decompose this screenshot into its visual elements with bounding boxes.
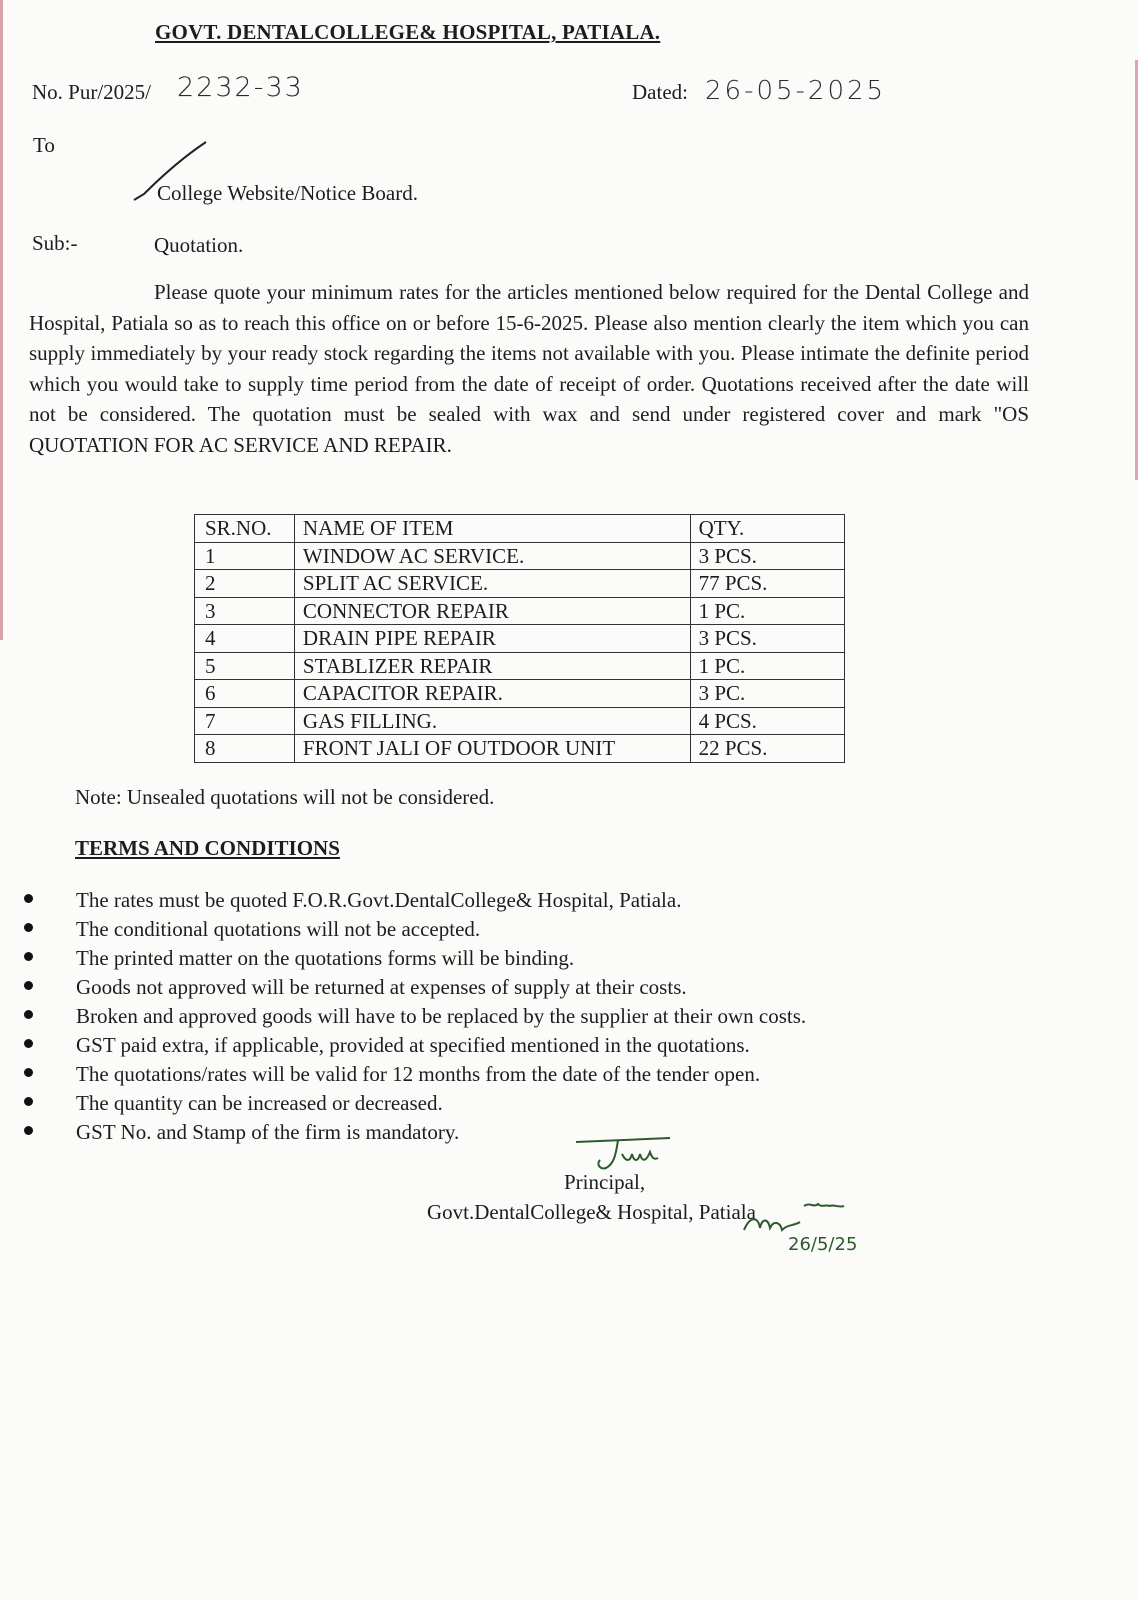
cell-sr: 3: [195, 597, 295, 625]
table-row: [195, 735, 845, 763]
bullet-icon: [24, 1097, 33, 1106]
bullet-icon: [24, 1126, 33, 1135]
principal-designation: Principal,: [564, 1170, 646, 1194]
table-row: [195, 680, 845, 708]
cell-item: CONNECTOR REPAIR: [294, 597, 690, 625]
initials-date: 26/5/25: [788, 1234, 858, 1255]
cell-qty: 1 PC.: [690, 652, 844, 680]
table-row: [195, 597, 845, 625]
reference-number-handwritten: 2232-33: [177, 72, 304, 103]
bullet-icon: [24, 1068, 33, 1077]
list-item: The quotations/rates will be valid for 12 months from the date of the tender open.: [0, 1062, 1138, 1091]
terms-heading: TERMS AND CONDITIONS: [75, 836, 340, 860]
page-edge-left: [0, 0, 3, 640]
cell-item: SPLIT AC SERVICE.: [294, 570, 690, 598]
list-item: Broken and approved goods will have to be replaced by the supplier at their own costs.: [0, 1004, 1138, 1033]
list-item: Goods not approved will be returned at expenses of supply at their costs.: [0, 975, 1138, 1004]
cell-sr: 7: [195, 707, 295, 735]
items-table: [194, 514, 845, 763]
initials-signature-icon: [740, 1200, 890, 1260]
list-item: GST paid extra, if applicable, provided at specified mentioned in the quotations.: [0, 1033, 1138, 1062]
signature-organization: Govt.DentalCollege& Hospital, Patiala: [427, 1200, 756, 1224]
table-row: [195, 707, 845, 735]
cell-sr: 1: [195, 542, 295, 570]
cell-qty: 3 PC.: [690, 680, 844, 708]
cell-item: CAPACITOR REPAIR.: [294, 680, 690, 708]
header-qty: QTY.: [690, 515, 844, 543]
body-paragraph: Please quote your minimum rates for the articles mentioned below required for the Dental College and Hospital, Patiala so as to reach this office on or before 15-6-2025. Please also mention clearly the item which you can supply immediately by your ready stock regarding the items not available with you. Please intimate the definite period which you would take to supply time period from the date of receipt of order. Quotations received after the date will not be considered. The quotation must be sealed with wax and send under registered cover and mark "OS QUOTATION FOR AC SERVICE AND REPAIR.: [29, 280, 1029, 457]
cell-item: GAS FILLING.: [294, 707, 690, 735]
table-header-row: [195, 515, 845, 543]
bullet-icon: [24, 1010, 33, 1019]
terms-list: [0, 888, 1138, 1149]
addressee: College Website/Notice Board.: [157, 181, 418, 205]
bullet-icon: [24, 894, 33, 903]
subject-label: Sub:-: [32, 231, 78, 255]
to-label: To: [33, 133, 55, 157]
cell-qty: 3 PCS.: [690, 625, 844, 653]
date-handwritten: 26-05-2025: [705, 76, 887, 106]
cell-qty: 3 PCS.: [690, 542, 844, 570]
table-row: [195, 542, 845, 570]
cell-item: FRONT JALI OF OUTDOOR UNIT: [294, 735, 690, 763]
table-row: [195, 652, 845, 680]
list-item: The rates must be quoted F.O.R.Govt.DentalCollege& Hospital, Patiala.: [0, 888, 1138, 917]
cell-item: WINDOW AC SERVICE.: [294, 542, 690, 570]
header-sr-no: SR.NO.: [195, 515, 295, 543]
bullet-icon: [24, 923, 33, 932]
cell-qty: 77 PCS.: [690, 570, 844, 598]
cell-qty: 22 PCS.: [690, 735, 844, 763]
bullet-icon: [24, 1039, 33, 1048]
header-item-name: NAME OF ITEM: [294, 515, 690, 543]
cell-sr: 5: [195, 652, 295, 680]
note: Note: Unsealed quotations will not be considered.: [75, 785, 495, 809]
subject-value: Quotation.: [154, 233, 244, 257]
bullet-icon: [24, 952, 33, 961]
cell-qty: 4 PCS.: [690, 707, 844, 735]
list-item: The printed matter on the quotations forms will be binding.: [0, 946, 1138, 975]
table-row: [195, 625, 845, 653]
cell-item: DRAIN PIPE REPAIR: [294, 625, 690, 653]
cell-sr: 8: [195, 735, 295, 763]
date-label: Dated:: [632, 80, 688, 104]
list-item: GST No. and Stamp of the firm is mandatory.: [0, 1120, 1138, 1149]
cell-item: STABLIZER REPAIR: [294, 652, 690, 680]
document-title: GOVT. DENTALCOLLEGE& HOSPITAL, PATIALA.: [155, 20, 661, 44]
table-row: [195, 570, 845, 598]
cell-sr: 2: [195, 570, 295, 598]
cell-sr: 4: [195, 625, 295, 653]
bullet-icon: [24, 981, 33, 990]
reference-label: No. Pur/2025/: [32, 80, 152, 104]
list-item: The quantity can be increased or decreased.: [0, 1091, 1138, 1120]
list-item: The conditional quotations will not be accepted.: [0, 917, 1138, 946]
cell-qty: 1 PC.: [690, 597, 844, 625]
cell-sr: 6: [195, 680, 295, 708]
